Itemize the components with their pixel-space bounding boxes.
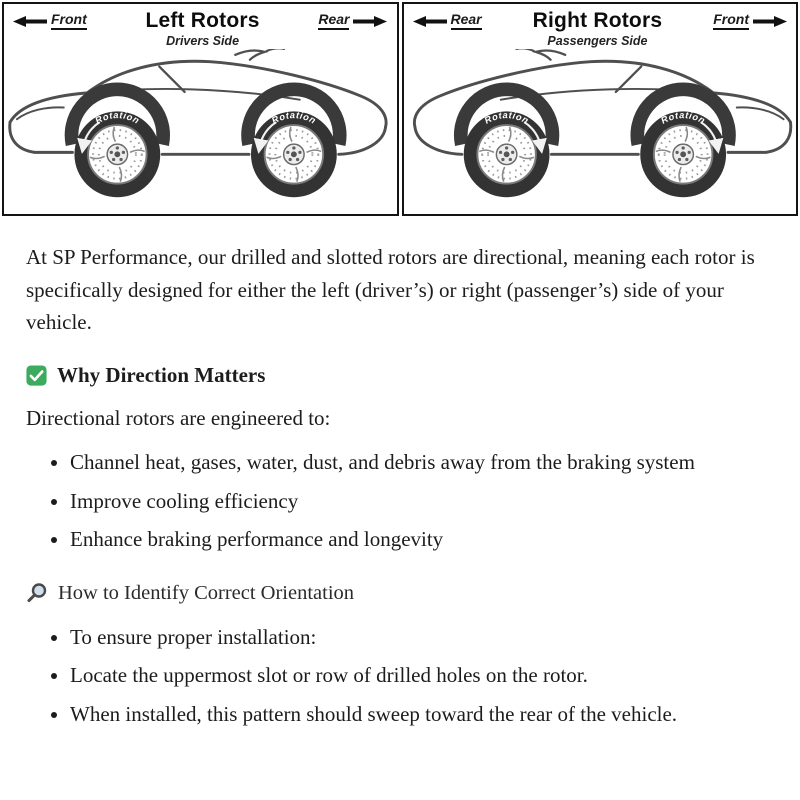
bullet-item: • Enhance braking performance and longevity <box>70 523 768 556</box>
right-arrow-icon <box>753 16 787 27</box>
rotor-direction-diagram <box>2 2 798 216</box>
car-illustration-right <box>404 49 797 207</box>
car-outline-mirrored <box>414 49 790 197</box>
lead-paragraph: Directional rotors are engineered to: <box>26 405 331 430</box>
left-arrow-icon <box>413 16 447 27</box>
bullet-item: • When installed, this pattern should sweep toward the rear of the vehicle. <box>70 698 768 731</box>
rear-direction <box>413 12 482 30</box>
how-to-identify-heading <box>26 582 768 605</box>
rear-label: Rear <box>451 12 482 30</box>
right-panel-header <box>404 4 797 48</box>
rear-direction <box>318 12 387 30</box>
car-outline <box>10 49 386 197</box>
front-direction <box>13 12 87 30</box>
heading-text: Why Direction Matters <box>57 362 266 387</box>
panel-title: Right Rotors <box>532 9 663 32</box>
rotation-label: Rotation <box>93 110 142 126</box>
rotation-label: Rotation <box>270 110 318 126</box>
bullet-item: • Improve cooling efficiency <box>70 485 768 518</box>
why-direction-matters-heading <box>26 363 768 388</box>
left-arrow-icon <box>13 16 47 27</box>
panel-title: Left Rotors <box>145 9 260 32</box>
bullet-item: • Channel heat, gases, water, dust, and debris away from the braking system <box>70 446 768 479</box>
panel-subtitle: Passengers Side <box>547 34 648 48</box>
right-rotors-panel <box>402 2 799 216</box>
orientation-list <box>26 621 768 731</box>
magnifier-icon <box>26 582 48 604</box>
article-content <box>2 216 792 730</box>
benefits-list <box>26 446 768 556</box>
car-illustration-left <box>4 49 397 207</box>
left-panel-titles <box>145 9 259 48</box>
front-label: Front <box>51 12 87 30</box>
bullet-item: • Locate the uppermost slot or row of drilled holes on the rotor. <box>70 659 768 692</box>
left-panel-header <box>4 4 397 48</box>
front-label: Front <box>713 12 749 30</box>
rotation-label: Rotation <box>482 110 531 126</box>
rotation-label: Rotation <box>658 110 707 126</box>
panel-subtitle: Drivers Side <box>166 34 240 48</box>
heading-text: How to Identify Correct Orientation <box>58 581 355 604</box>
right-arrow-icon <box>353 16 387 27</box>
bullet-item: • To ensure proper installation: <box>70 621 768 654</box>
rear-label: Rear <box>318 12 349 30</box>
left-rotors-panel <box>2 2 399 216</box>
right-panel-titles <box>533 9 663 48</box>
front-direction <box>713 12 787 30</box>
check-icon <box>26 365 47 386</box>
intro-paragraph: At SP Performance, our drilled and slotted rotors are directional, meaning each rotor is specifically designed for either the left (driver’s) or right (passenger’s) side of your vehicle. <box>26 245 755 335</box>
